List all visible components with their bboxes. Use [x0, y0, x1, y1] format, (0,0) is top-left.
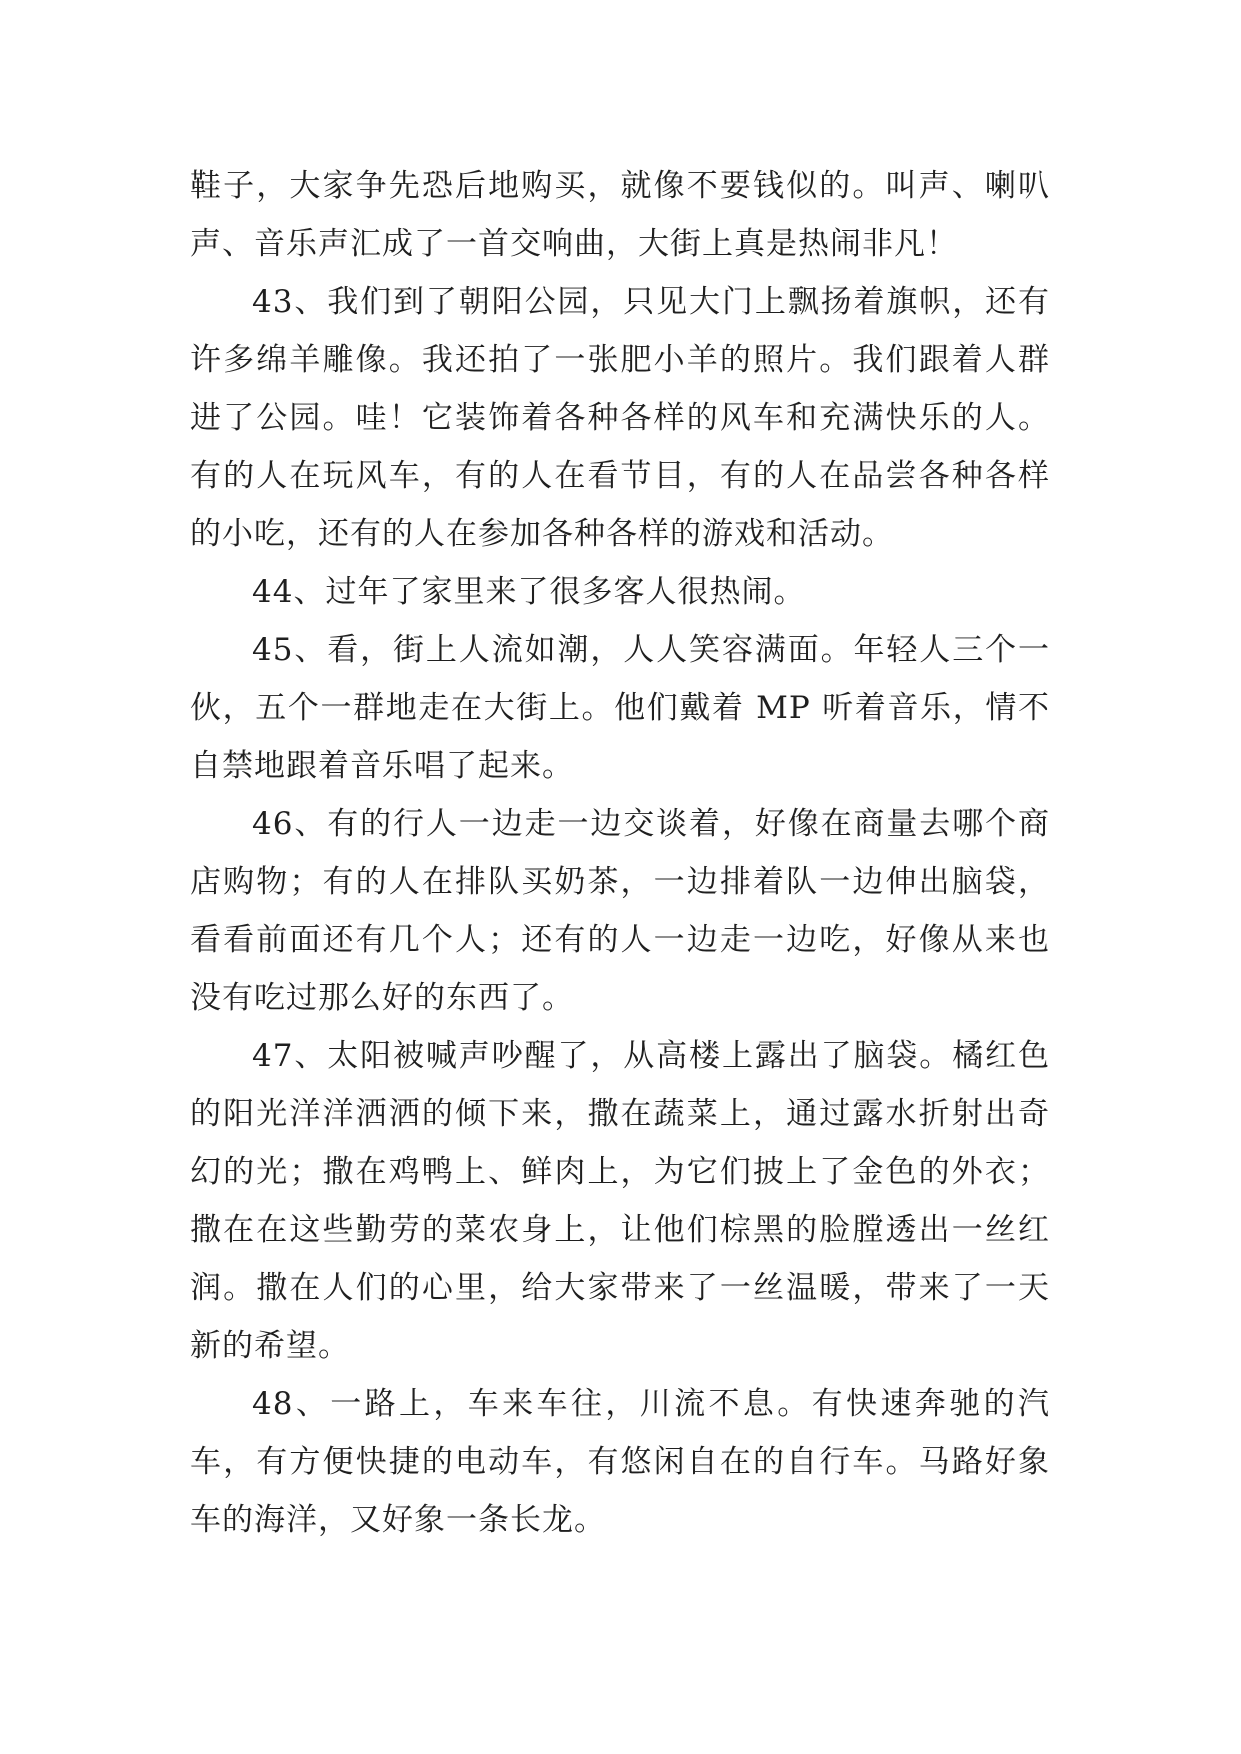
paragraph-45: 45、看，街上人流如潮，人人笑容满面。年轻人三个一伙，五个一群地走在大街上。他们戴着 MP 听着音乐，情不自禁地跟着音乐唱了起来。 [190, 632, 1050, 784]
paragraph-43: 43、我们到了朝阳公园，只见大门上飘扬着旗帜，还有许多绵羊雕像。我还拍了一张肥小羊的照片。我们跟着人群进了公园。哇！它装饰着各种各样的风车和充满快乐的人。有的人在玩风车，有的人在看节目，有的人在品尝各种各样的小吃，还有的人在参加各种各样的游戏和活动。 [190, 284, 1050, 552]
paragraph-44: 44、过年了家里来了很多客人很热闹。 [252, 574, 806, 610]
paragraph-47: 47、太阳被喊声吵醒了，从高楼上露出了脑袋。橘红色的阳光洋洋洒洒的倾下来，撒在蔬菜上，通过露水折射出奇幻的光；撒在鸡鸭上、鲜肉上，为它们披上了金色的外衣；撒在在这些勤劳的菜农身上，让他们棕黑的脸膛透出一丝红润。撒在人们的心里，给大家带来了一丝温暖，带来了一天新的希望。 [190, 1038, 1050, 1364]
document-body [190, 157, 1050, 1549]
paragraph-48: 48、一路上，车来车往，川流不息。有快速奔驰的汽车，有方便快捷的电动车，有悠闲自在的自行车。马路好象车的海洋，又好象一条长龙。 [190, 1386, 1050, 1538]
paragraph-continuation: 鞋子，大家争先恐后地购买，就像不要钱似的。叫声、喇叭声、音乐声汇成了一首交响曲，大街上真是热闹非凡！ [190, 168, 1050, 262]
paragraph-46: 46、有的行人一边走一边交谈着，好像在商量去哪个商店购物；有的人在排队买奶茶，一边排着队一边伸出脑袋，看看前面还有几个人；还有的人一边走一边吃，好像从来也没有吃过那么好的东西了。 [190, 806, 1050, 1016]
